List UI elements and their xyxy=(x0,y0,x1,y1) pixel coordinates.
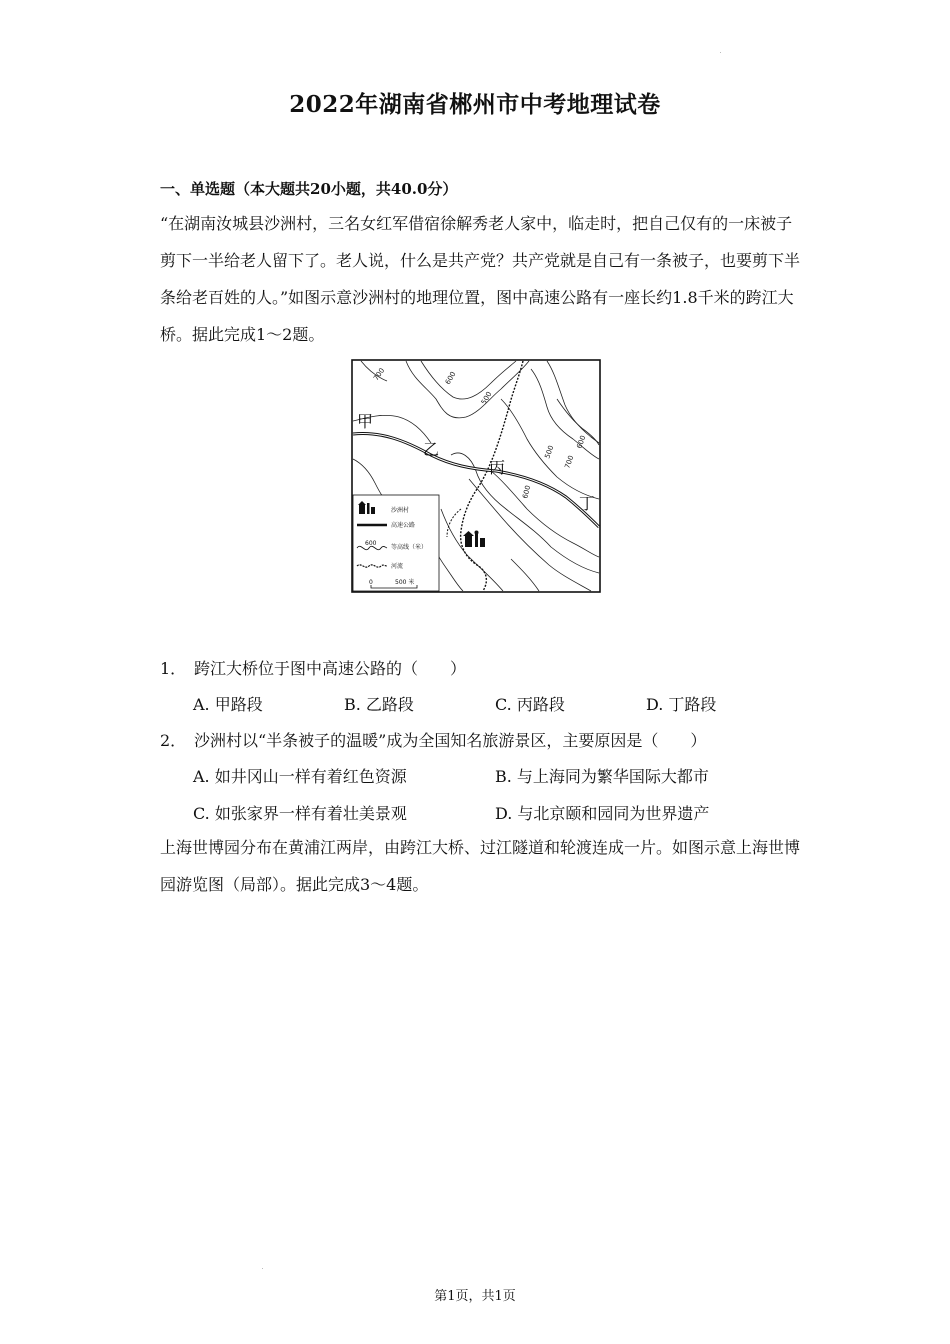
passage-expo: 上海世博园分布在黄浦江两岸，由跨江大桥、过江隧道和轮渡连成一片。如图示意上海世博园游览图（局部）。据此完成3～4题。 xyxy=(160,838,801,894)
svg-text:等高线（米）: 等高线（米） xyxy=(391,544,428,551)
svg-text:河流: 河流 xyxy=(391,563,404,570)
option-2c: C. 如张家界一样有着壮美景观 xyxy=(193,804,407,823)
page-title: 2022年湖南省郴州市中考地理试卷 xyxy=(289,91,661,118)
option-1c: C. 丙路段 xyxy=(495,695,565,714)
scan-speck xyxy=(720,52,721,53)
svg-text:600: 600 xyxy=(575,434,588,450)
svg-text:沙洲村: 沙洲村 xyxy=(391,507,410,514)
label-jia: 甲 xyxy=(357,412,374,431)
svg-text:700: 700 xyxy=(563,454,576,470)
svg-text:500: 500 xyxy=(479,390,494,406)
question-number: 2． xyxy=(160,731,187,750)
label-yi: 乙 xyxy=(423,440,440,459)
option-1b: B. 乙路段 xyxy=(344,695,414,714)
section-heading: 一、单选题（本大题共20小题，共40.0分） xyxy=(160,180,458,198)
page-footer: 第1页，共1页 xyxy=(434,1289,516,1304)
svg-text:600: 600 xyxy=(365,540,377,547)
label-bing: 丙 xyxy=(489,458,506,477)
question-number: 1． xyxy=(160,659,187,678)
scan-speck xyxy=(262,1268,263,1269)
option-1a: A. 甲路段 xyxy=(193,695,263,714)
question-stem: 沙洲村以“半条被子的温暖”成为全国知名旅游景区，主要原因是（ ） xyxy=(194,731,707,750)
svg-text:700: 700 xyxy=(372,366,387,383)
svg-text:600: 600 xyxy=(521,484,533,500)
svg-text:0: 0 xyxy=(369,579,373,586)
question-stem: 跨江大桥位于图中高速公路的（ ） xyxy=(194,659,467,678)
option-1d: D. 丁路段 xyxy=(646,695,717,714)
map-legend xyxy=(353,495,439,591)
option-2b: B. 与上海同为繁华国际大都市 xyxy=(495,767,709,786)
svg-text:500 米: 500 米 xyxy=(395,579,415,586)
shazhou-map xyxy=(351,359,601,593)
option-2a: A. 如井冈山一样有着红色资源 xyxy=(193,767,407,786)
svg-text:600: 600 xyxy=(443,370,458,386)
label-ding: 丁 xyxy=(579,494,596,513)
passage-shazhou: “在湖南汝城县沙洲村，三名女红军借宿徐解秀老人家中，临走时，把自己仅有的一床被子剪下一半给老人留下了。老人说，什么是共产党？共产党就是自己有一条被子，也要剪下半条给老百姓的人。”如图示意沙洲村的地理位置，图中高速公路有一座长约1.8千米的跨江大桥。据此完成1～2题。 xyxy=(160,214,801,344)
option-2d: D. 与北京颐和园同为世界遗产 xyxy=(495,804,710,823)
svg-text:500: 500 xyxy=(543,444,556,460)
svg-text:高速公路: 高速公路 xyxy=(391,522,416,529)
